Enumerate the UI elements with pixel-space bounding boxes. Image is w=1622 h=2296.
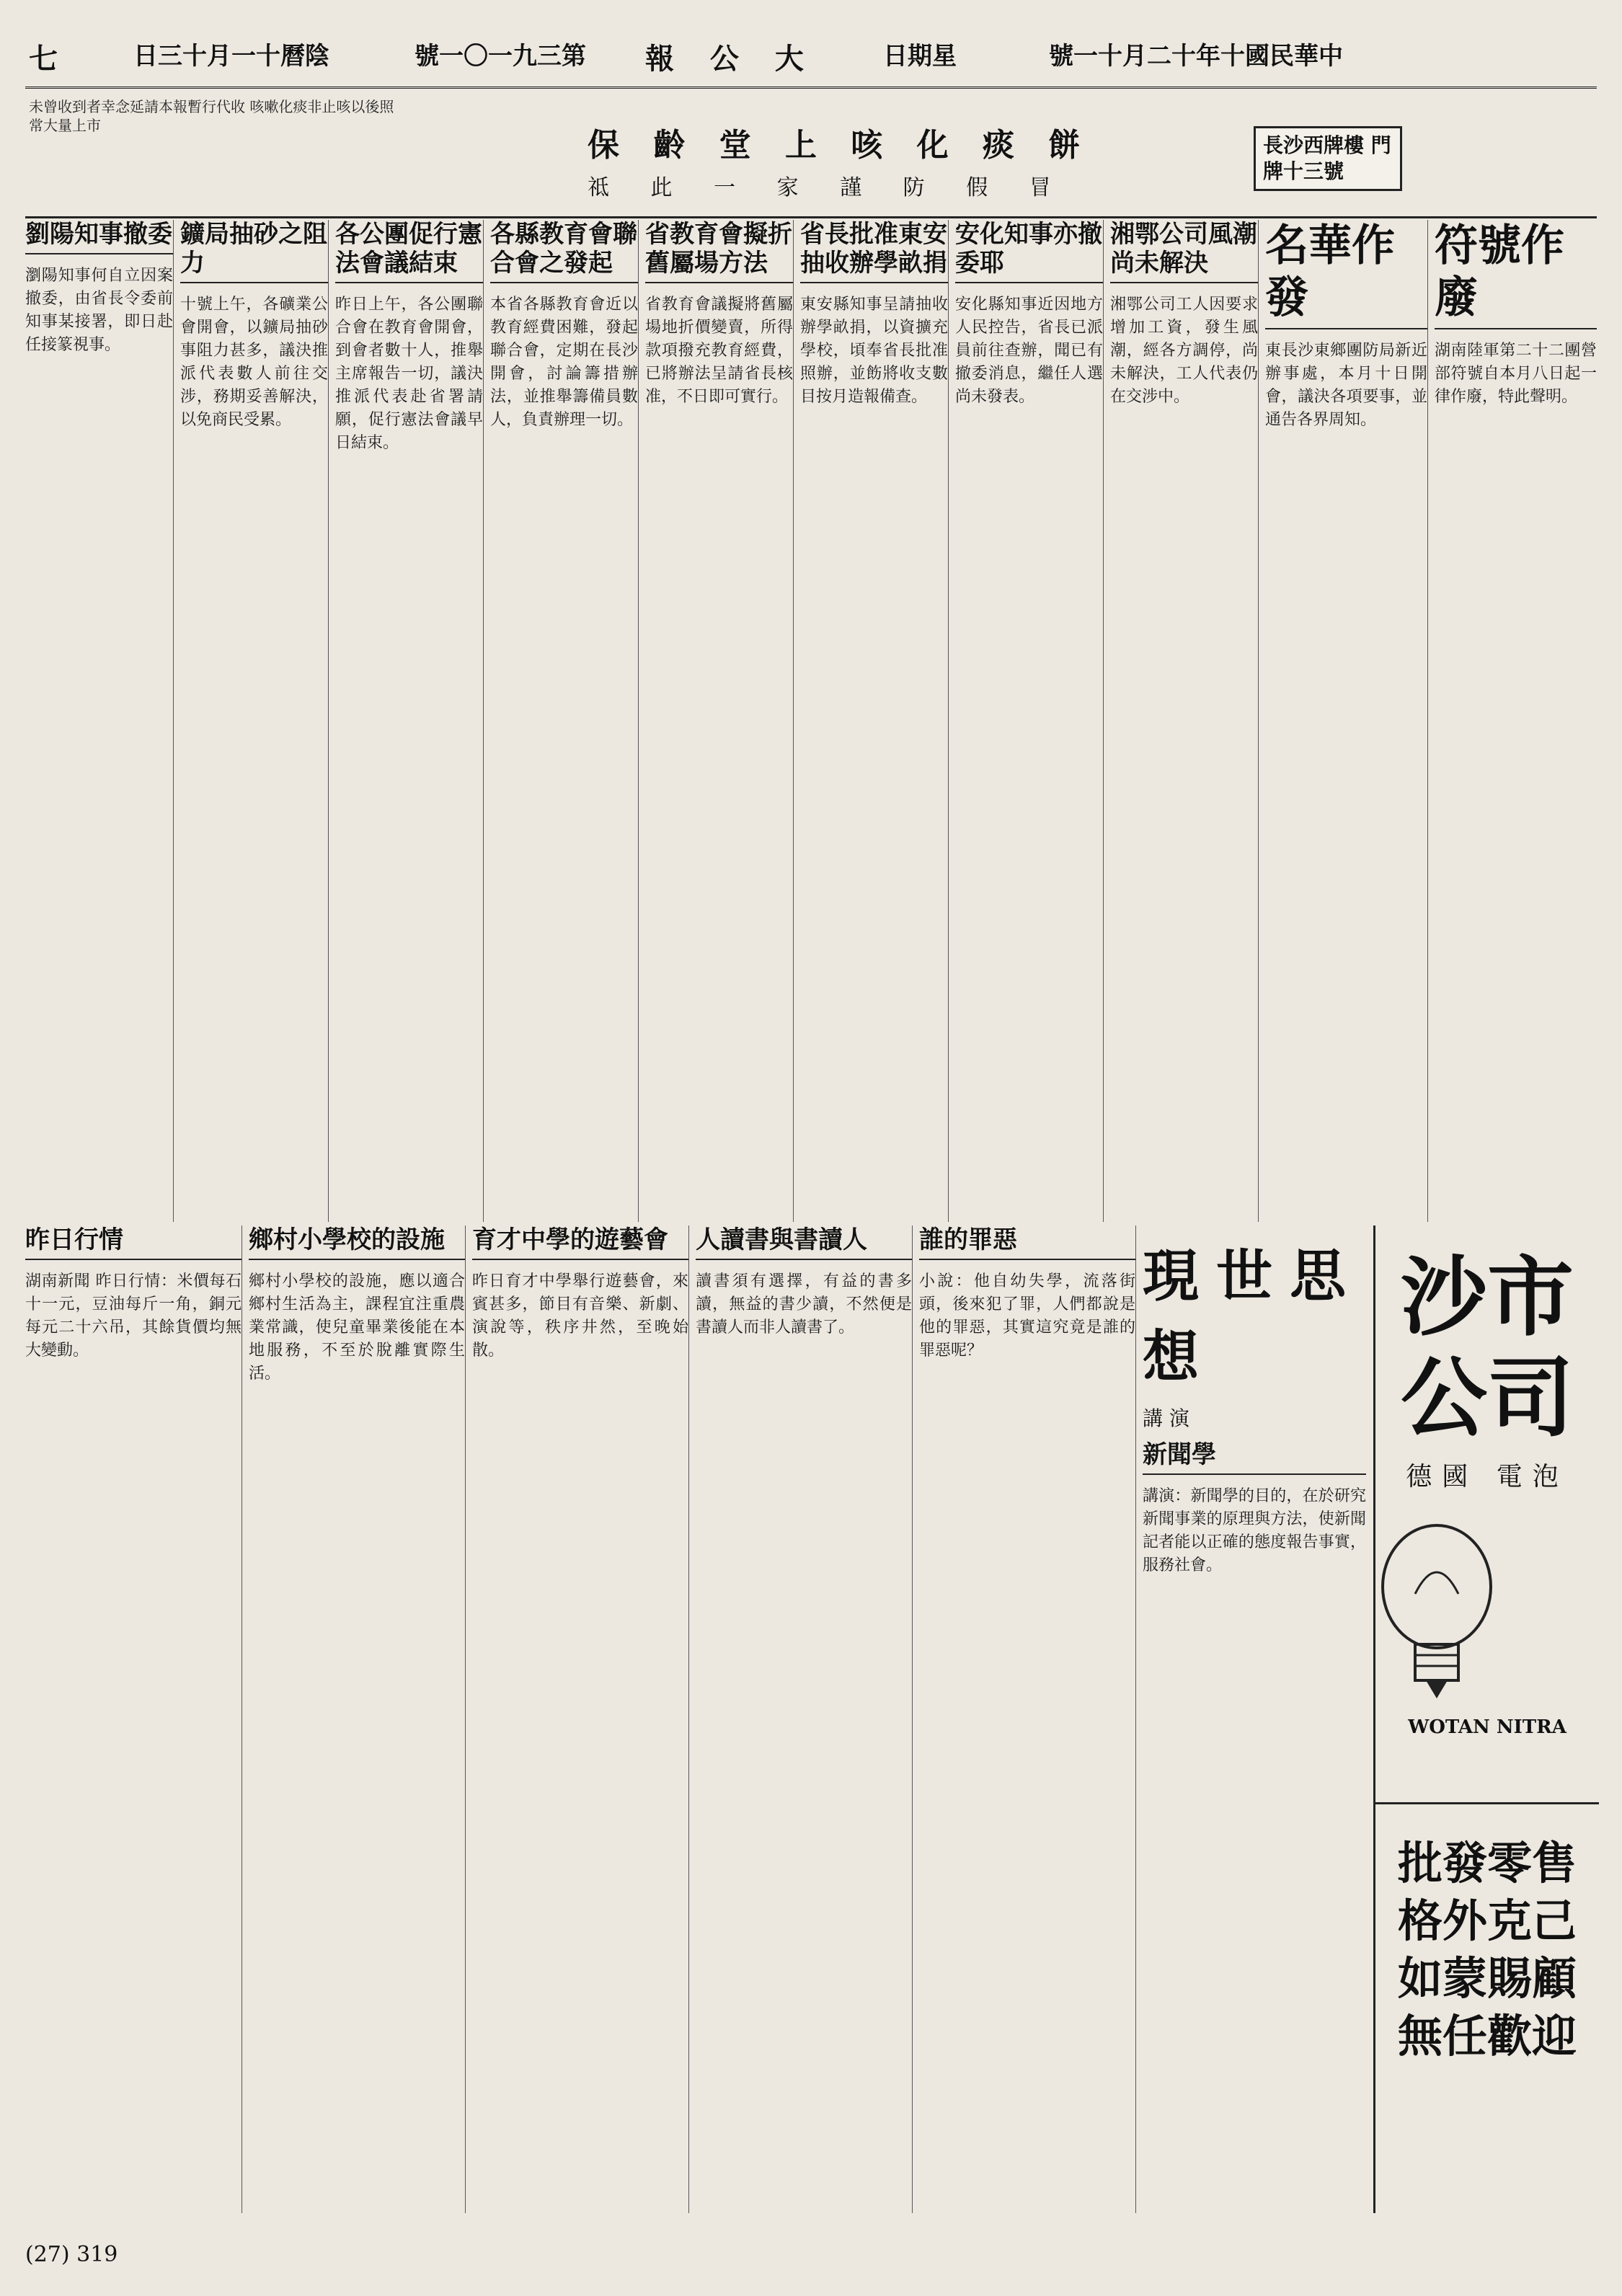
news-body: 本省各縣教育會近以教育經費困難，發起聯合會，定期在長沙開會，討論籌措辦法，並推舉籌備員數人，負責辦理一切。 xyxy=(490,296,638,429)
upper-news-region xyxy=(25,220,1597,1222)
issue-number: 號一〇一九三第 xyxy=(415,42,586,71)
article-headline: 新聞學 xyxy=(1143,1440,1366,1475)
right-ad-region xyxy=(1373,1225,1599,2213)
feature-subtitle: 講 演 xyxy=(1143,1406,1189,1430)
news-column xyxy=(1110,220,1259,1222)
notice-body: 湖南陸軍第二十二團營部符號自本月八日起一律作廢，特此聲明。 xyxy=(1435,342,1597,406)
top-ad-band xyxy=(25,90,1597,218)
news-column xyxy=(25,220,174,1222)
article-headline: 昨日行情 xyxy=(25,1225,241,1260)
bulb-brand-label: WOTAN NITRA xyxy=(1408,1716,1566,1738)
ad-brand-sub: 祗 此 一 家 謹 防 假 冒 xyxy=(588,175,1068,200)
ad-company-name: 沙市 公司 xyxy=(1401,1246,1574,1449)
news-body: 瀏陽知事何自立因案撤委，由省長令委前知事某接署，即日赴任接篆視事。 xyxy=(25,267,173,354)
news-body: 昨日上午，各公團聯合會在教育會開會，到會者數十人，推舉主席報告一切，議決推派代表赴省署請願，促行憲法會議早日結束。 xyxy=(335,296,483,452)
masthead xyxy=(25,29,1597,89)
notice-headline: 符號作廢 xyxy=(1435,220,1597,329)
article-column xyxy=(919,1225,1136,2213)
news-column xyxy=(180,220,329,1222)
news-column xyxy=(800,220,949,1222)
news-headline: 鑛局抽砂之阻力 xyxy=(180,220,328,283)
news-headline: 安化知事亦撤委耶 xyxy=(955,220,1103,283)
news-body: 十號上午，各礦業公會開會，以鑛局抽砂事阻力甚多，議決推派代表數人前往交涉，務期妥善解決，以免商民受累。 xyxy=(180,296,328,429)
news-body: 東安縣知事呈請抽收辦學畝捐，以資擴充學校，頃奉省長批准照辦，並飭將收支數目按月造報備查。 xyxy=(800,296,948,406)
article-body: 鄉村小學校的設施，應以適合鄉村生活為主，課程宜注重農業常識，使兒童畢業後能在本地服務，不至於脫離實際生活。 xyxy=(249,1272,465,1383)
lunar-date: 日三十月一十曆陰 xyxy=(133,42,329,71)
notice-headline: 名華作發 xyxy=(1265,220,1427,329)
news-headline: 各縣教育會聯合會之發起 xyxy=(490,220,638,283)
news-column xyxy=(335,220,484,1222)
issue-date: 號一十月二十年十國民華中 xyxy=(1049,42,1343,71)
ad-brand: 保 齡 堂 上 咳 化 痰 餅 xyxy=(588,127,1092,164)
ad-address: 長沙西牌樓 門牌十三號 xyxy=(1254,126,1402,191)
feature-column xyxy=(1143,1225,1366,2213)
lower-news-region xyxy=(25,1225,1366,2213)
article-column xyxy=(249,1225,466,2213)
news-headline: 各公團促行憲法會議結束 xyxy=(335,220,483,283)
notice-column xyxy=(1265,220,1428,1222)
article-body: 講演：新聞學的目的，在於研究新聞事業的原理與方法，使新聞記者能以正確的態度報告事實，服務社會。 xyxy=(1143,1487,1366,1574)
ad-notes: 未曾收到者幸念延請本報暫行代收 咳嗽化痰非止咳以後照常大量上市 xyxy=(29,98,394,134)
news-body: 安化縣知事近因地方人民控告，省長已派員前往查辦，聞已有撤委消息，繼任人選尚未發表。 xyxy=(955,296,1103,406)
news-headline: 省長批准東安抽收辦學畝捐 xyxy=(800,220,948,283)
news-headline: 省教育會擬折舊屬場方法 xyxy=(645,220,793,283)
article-body: 昨日育才中學舉行遊藝會，來賓甚多，節目有音樂、新劇、演說等，秩序井然，至晚始散。 xyxy=(472,1272,688,1360)
ad-banner xyxy=(588,119,1402,205)
lightbulb-icon xyxy=(1375,1522,1498,1709)
news-column xyxy=(490,220,639,1222)
wholesale-ad xyxy=(1375,1806,1599,2213)
notice-body: 東長沙東鄉團防局新近辦事處，本月十日開會，議決各項要事，並通告各界周知。 xyxy=(1265,342,1427,429)
notice-column xyxy=(1435,220,1597,1222)
article-column xyxy=(472,1225,689,2213)
article-headline: 鄉村小學校的設施 xyxy=(249,1225,465,1260)
lightbulb-ad xyxy=(1375,1225,1599,1804)
page-footer: (27) 319 xyxy=(25,2242,118,2267)
article-column xyxy=(25,1225,242,2213)
paper-name: 報 公 大 xyxy=(645,42,817,76)
news-column xyxy=(955,220,1104,1222)
news-headline: 劉陽知事撤委 xyxy=(25,220,173,254)
news-body: 湘鄂公司工人因要求增加工資，發生風潮，經各方調停，尚未解決，工人代表仍在交涉中。 xyxy=(1110,296,1258,406)
article-body: 小說：他自幼失學，流落街頭，後來犯了罪，人們都說是他的罪惡，其實這究竟是誰的罪惡呢？ xyxy=(919,1272,1135,1360)
article-body: 讀書須有選擇，有益的書多讀，無益的書少讀，不然便是書讀人而非人讀書了。 xyxy=(696,1272,912,1337)
news-column xyxy=(645,220,794,1222)
ad-company-sub: 德國 電泡 xyxy=(1406,1462,1569,1491)
article-column xyxy=(696,1225,913,2213)
wholesale-ad-text: 批發零售 格外克己 如蒙賜顧 無任歡迎 xyxy=(1397,1837,1577,2062)
news-headline: 湘鄂公司風潮尚未解決 xyxy=(1110,220,1258,283)
news-body: 省教育會議擬將舊屬場地折價變賣，所得款項撥充教育經費，已將辦法呈請省長核准，不日即可實行。 xyxy=(645,296,793,406)
article-body: 湖南新聞 昨日行情：米價每石十一元，豆油每斤一角，銅元每元二十六吊，其餘貨價均無大變動。 xyxy=(25,1272,241,1360)
article-headline: 誰的罪惡 xyxy=(919,1225,1135,1260)
article-headline: 人讀書與書讀人 xyxy=(696,1225,912,1260)
feature-title: 現世思想 xyxy=(1143,1244,1364,1390)
article-headline: 育才中學的遊藝會 xyxy=(472,1225,688,1260)
page-number: 七 xyxy=(29,42,58,76)
weekday: 日期星 xyxy=(883,42,957,71)
